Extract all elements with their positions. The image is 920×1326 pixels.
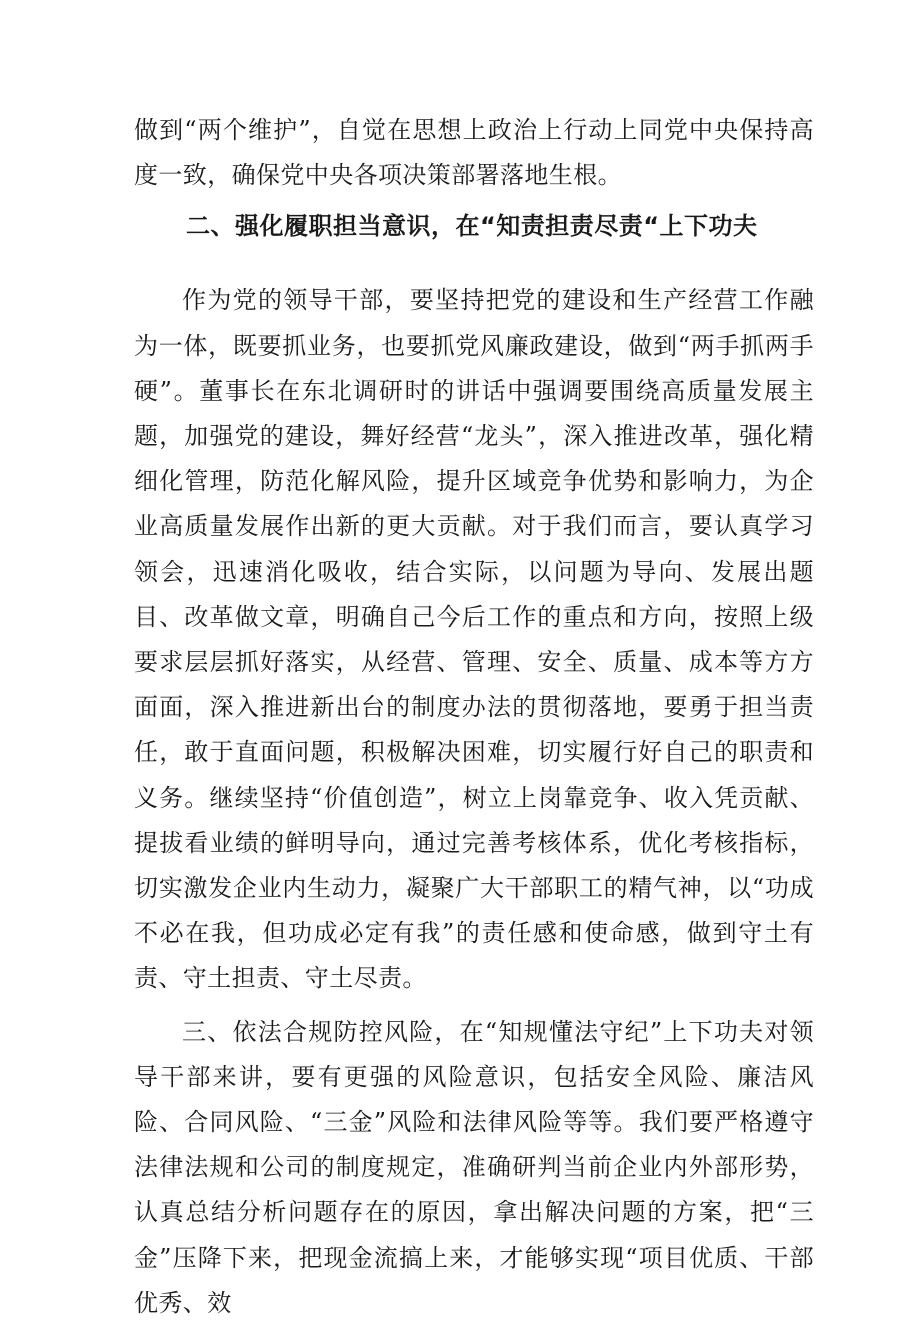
- section-2-body: 作为党的领导干部，要坚持把党的建设和生产经营工作融为一体，既要抓业务，也要抓党风廉政建设，做到“两手抓两手硬”。董事长在东北调研时的讲话中强调要围绕高质量发展主题，加强党的建设，舞好经营“龙头”，深入推进改革，强化精细化管理，防范化解风险，提升区域竞争优势和影响力，为企业高质量发展作出新的更大贡献。对于我们而言，要认真学习领会，迅速消化吸收，结合实际，以问题为导向、发展出题目、改革做文章，明确自己今后工作的重点和方向，按照上级要求层层抓好落实，从经营、管理、安全、质量、成本等方方面面，深入推进新出台的制度办法的贯彻落地，要勇于担当责任，敢于直面问题，积极解决困难，切实履行好自己的职责和义务。继续坚持“价值创造”，树立上岗靠竞争、收入凭贡献、提拔看业绩的鲜明导向，通过完善考核体系，优化考核指标，切实激发企业内生动力，凝聚广大干部职工的精气神，以“功成不必在我，但功成必定有我”的责任感和使命感，做到守土有责、守土担责、守土尽责。: [134, 286, 814, 993]
- paragraph-gap: [134, 1002, 814, 1010]
- document-page: [134, 108, 814, 1326]
- paragraph-intro-tail: 做到“两个维护”，自觉在思想上政治上行动上同党中央保持高度一致，确保党中央各项决策部署落地生根。: [134, 116, 814, 190]
- section-2-heading: 二、强化履职担当意识，在“知责担责尽责“上下功夫: [186, 212, 758, 241]
- section-3-body: 三、依法合规防控风险，在“知规懂法守纪”上下功夫对领导干部来讲，要有更强的风险意识，包括安全风险、廉洁风险、合同风险、“三金”风险和法律风险等等。我们要严格遵守法律法规和公司的制度规定，准确研判当前企业内外部形势，认真总结分析问题存在的原因，拿出解决问题的方案，把“三金”压降下来，把现金流搞上来，才能够实现“项目优质、干部优秀、效: [134, 1017, 814, 1317]
